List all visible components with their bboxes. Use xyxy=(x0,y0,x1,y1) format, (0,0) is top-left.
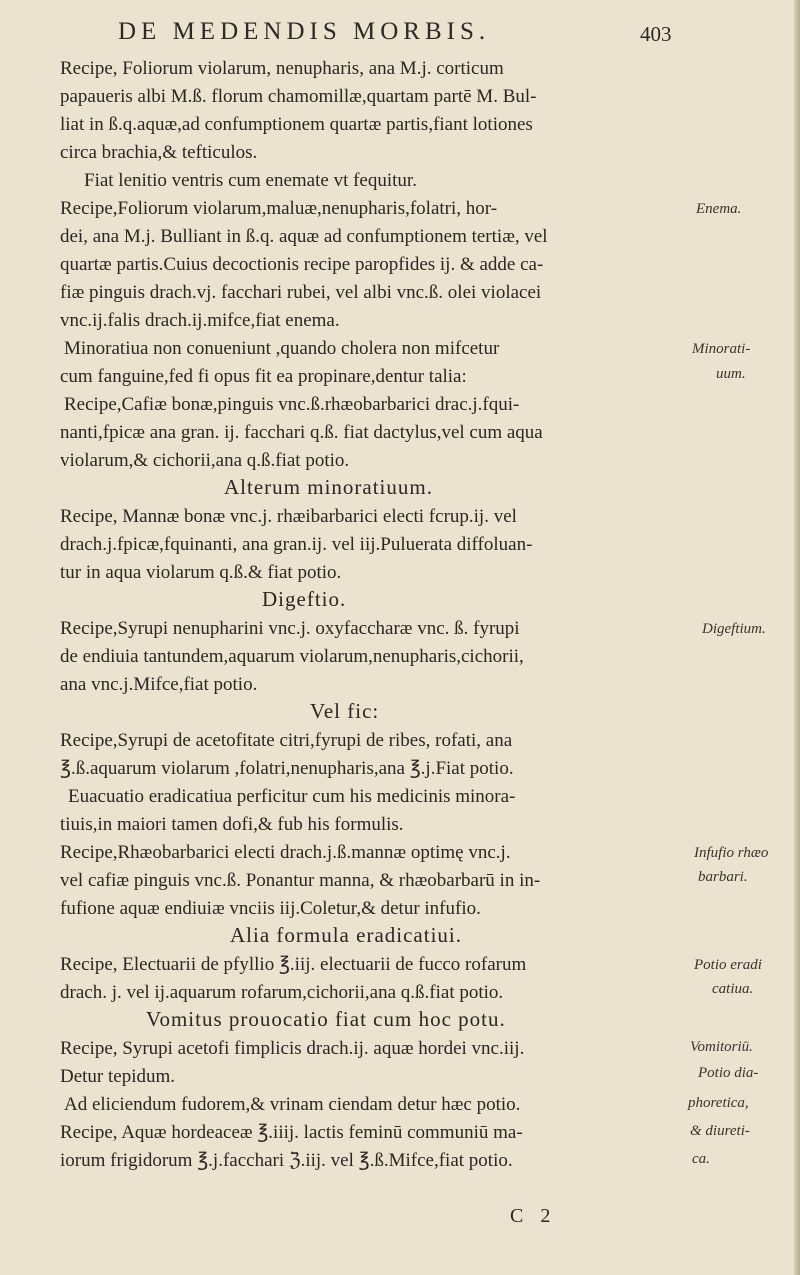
text-line: papaueris albi M.ß. florum chamomillæ,quartam partē M. Bul- xyxy=(60,86,537,107)
section-heading: Vel fic: xyxy=(310,699,380,723)
margin-note: ca. xyxy=(692,1151,710,1167)
text-line: de endiuia tantundem,aquarum violarum,nenupharis,cichorii, xyxy=(60,646,524,667)
text-line: fufione aquæ endiuiæ vnciis iij.Coletur,& detur infufio. xyxy=(60,898,481,919)
page-number: 403 xyxy=(640,22,672,46)
text-line: Ad eliciendum fudorem,& vrinam ciendam detur hæc potio. xyxy=(64,1094,521,1115)
text-line: Recipe, Mannæ bonæ vnc.j. rhæibarbarici electi fcrup.ij. vel xyxy=(60,506,517,527)
section-heading: Vomitus prouocatio fiat cum hoc potu. xyxy=(146,1007,506,1031)
text-line: fiæ pinguis drach.vj. facchari rubei, vel albi vnc.ß. olei violacei xyxy=(60,282,542,303)
margin-note: & diureti- xyxy=(690,1123,750,1139)
text-line: Recipe,Syrupi de acetofitate citri,fyrupi de ribes, rofati, ana xyxy=(60,730,513,751)
text-line: liat in ß.q.aquæ,ad confumptionem quartæ partis,fiant lotiones xyxy=(60,114,533,135)
margin-note: Potio eradi xyxy=(694,957,762,973)
margin-note: Infufio rhæo xyxy=(694,845,769,861)
text-line: cum fanguine,fed fi opus fit ea propinare,dentur talia: xyxy=(60,366,467,387)
text-line: Recipe, Aquæ hordeaceæ ℥.iiij. lactis feminū communiū ma- xyxy=(60,1122,523,1143)
text-line: vel cafiæ pinguis vnc.ß. Ponantur manna, & rhæobarbarū in in- xyxy=(60,870,541,891)
text-line: Recipe, Foliorum violarum, nenupharis, ana M.j. corticum xyxy=(60,58,504,79)
text-line: vnc.ij.falis drach.ij.mifce,fiat enema. xyxy=(60,310,340,331)
text-line: Recipe, Syrupi acetofi fimplicis drach.ij. aquæ hordei vnc.iij. xyxy=(60,1038,525,1059)
text-line: drach.j.fpicæ,fquinanti, ana gran.ij. vel iij.Puluerata diffoluan- xyxy=(60,534,533,555)
section-heading: Alterum minoratiuum. xyxy=(224,475,433,499)
text-line: Recipe,Syrupi nenupharini vnc.j. oxyfaccharæ vnc. ß. fyrupi xyxy=(60,618,520,639)
text-line: dei, ana M.j. Bulliant in ß.q. aquæ ad confumptionem tertiæ, vel xyxy=(60,226,548,247)
text-line: Minoratiua non conueniunt ,quando cholera non mifcetur xyxy=(64,338,500,359)
text-line: Detur tepidum. xyxy=(60,1066,176,1087)
text-line: Euacuatio eradicatiua perficitur cum his medicinis minora- xyxy=(68,786,516,807)
text-line: ana vnc.j.Mifce,fiat potio. xyxy=(60,674,258,695)
text-line: nanti,fpicæ ana gran. ij. facchari q.ß. fiat dactylus,vel cum aqua xyxy=(60,422,543,443)
text-line: ℥.ß.aquarum violarum ,folatri,nenupharis,ana ℥.j.Fiat potio. xyxy=(60,758,514,779)
text-line: Recipe,Cafiæ bonæ,pinguis vnc.ß.rhæobarbarici drac.j.fqui- xyxy=(64,394,520,415)
text-line: Recipe,Rhæobarbarici electi drach.j.ß.mannæ optimę vnc.j. xyxy=(60,842,511,863)
text-line: violarum,& cichorii,ana q.ß.fiat potio. xyxy=(60,450,350,471)
text-line: Recipe,Foliorum violarum,maluæ,nenupharis,folatri, hor- xyxy=(60,198,498,219)
text-line: Recipe, Electuarii de pfyllio ℥.iij. electuarii de fucco rofarum xyxy=(60,954,527,975)
signature-mark: C 2 xyxy=(510,1205,557,1227)
margin-note: uum. xyxy=(716,366,746,382)
margin-note: catiua. xyxy=(712,981,754,997)
text-line: tur in aqua violarum q.ß.& fiat potio. xyxy=(60,562,342,583)
text-line: drach. j. vel ij.aquarum rofarum,cichorii,ana q.ß.fiat potio. xyxy=(60,982,504,1003)
text-line: circa brachia,& tefticulos. xyxy=(60,142,258,163)
section-heading: Digeftio. xyxy=(262,587,347,611)
margin-note: phoretica, xyxy=(688,1095,749,1111)
text-line: tiuis,in maiori tamen dofi,& fub his formulis. xyxy=(60,814,404,835)
running-head: DE MEDENDIS MORBIS. xyxy=(118,18,491,45)
margin-note: Digeftium. xyxy=(702,621,766,637)
margin-note: Enema. xyxy=(696,201,742,217)
text-line: iorum frigidorum ℥.j.facchari ℨ.iij. vel ℥.ß.Mifce,fiat potio. xyxy=(60,1150,513,1171)
margin-note: barbari. xyxy=(698,869,748,885)
margin-note: Potio dia- xyxy=(698,1065,759,1081)
text-line: quartæ partis.Cuius decoctionis recipe paropfides ij. & adde ca- xyxy=(60,254,544,275)
page-edge xyxy=(794,0,800,1275)
section-heading: Alia formula eradicatiui. xyxy=(230,923,462,947)
margin-note: Vomitoriū. xyxy=(690,1039,753,1055)
margin-note: Minorati- xyxy=(692,341,751,357)
text-line: Fiat lenitio ventris cum enemate vt fequitur. xyxy=(84,170,417,191)
